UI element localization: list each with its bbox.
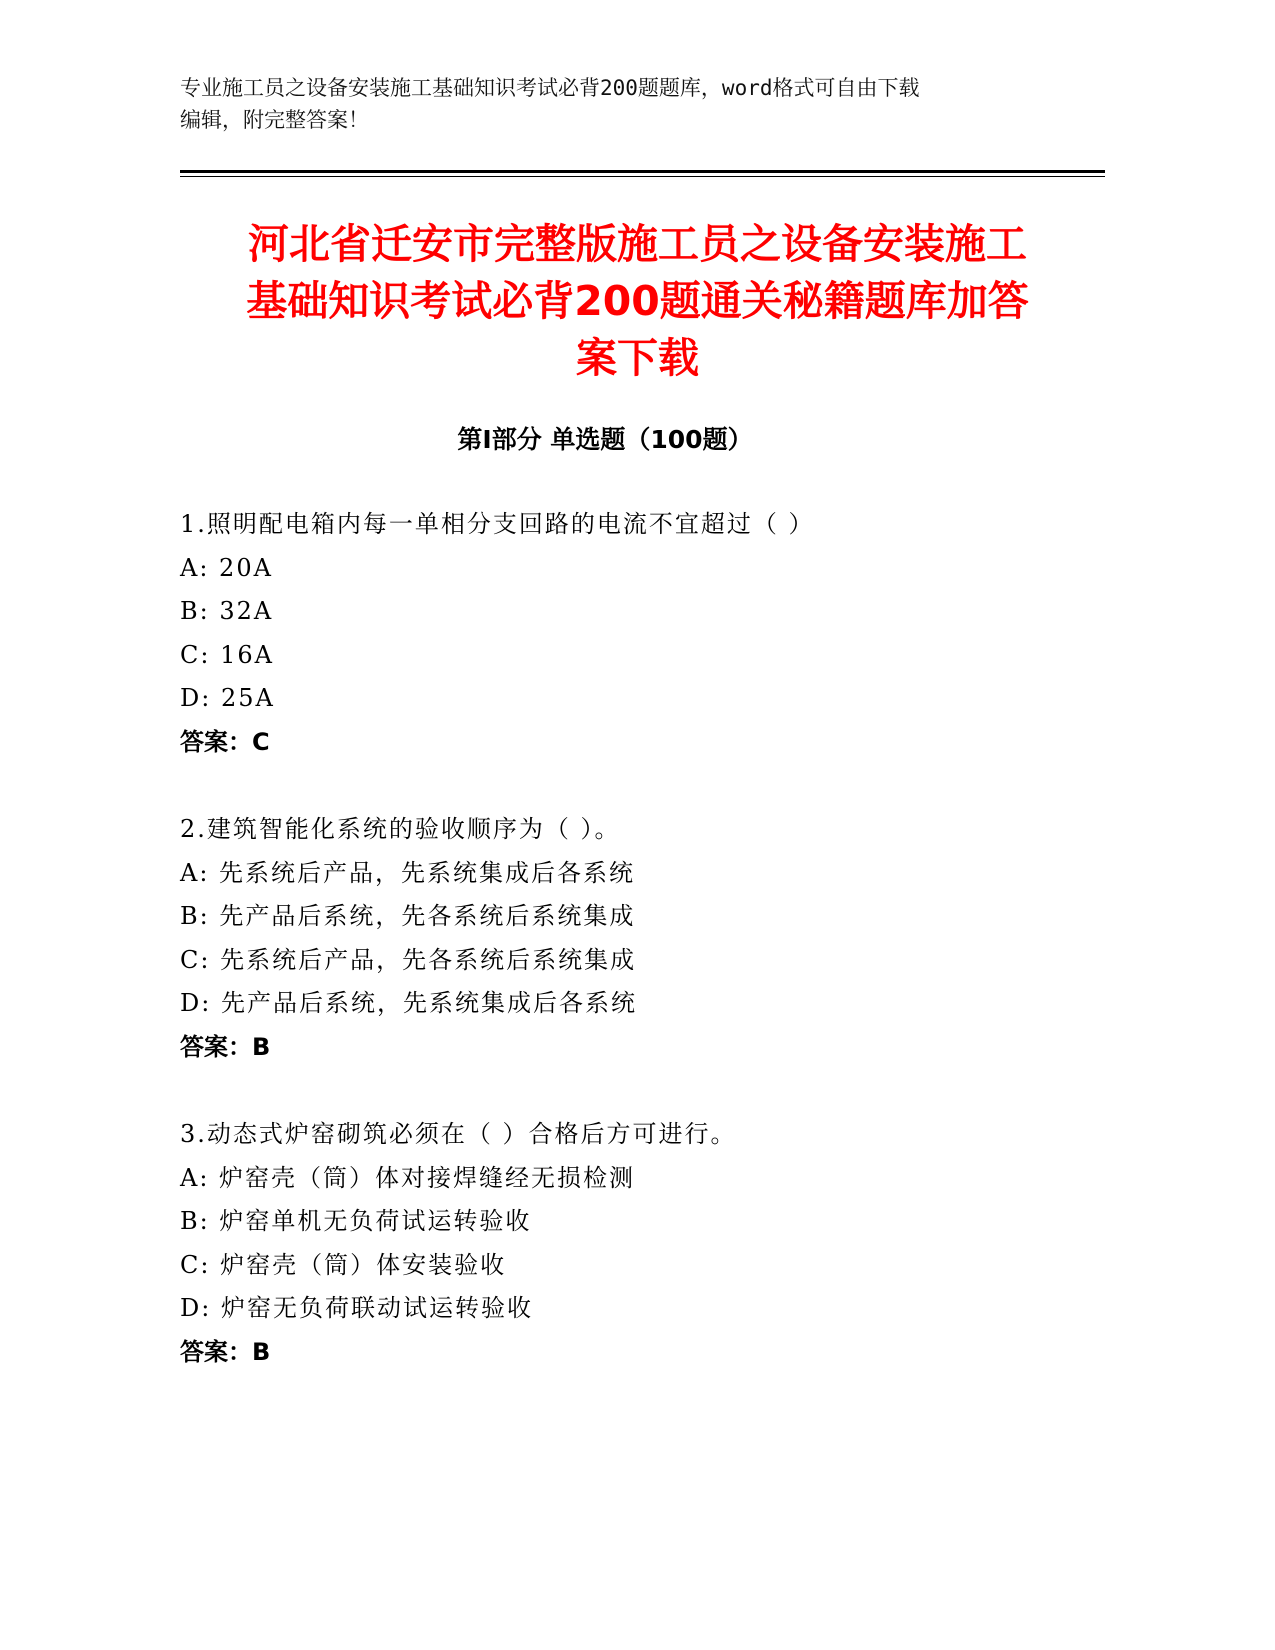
header-note — [180, 72, 1060, 136]
question-stem: 3.动态式炉窑砌筑必须在（ ）合格后方可进行。 — [180, 1120, 737, 1148]
document-title-line: 河北省迁安市完整版施工员之设备安装施工 — [248, 220, 1027, 268]
option-b: B: 先产品后系统，先各系统后系统集成 — [180, 902, 636, 930]
option-b: B: 炉窑单机无负荷试运转验收 — [180, 1207, 532, 1235]
section-heading: 第Ⅰ部分 单选题（100题） — [457, 425, 753, 454]
header-divider-thick — [180, 170, 1105, 173]
option-d: D: 先产品后系统，先系统集成后各系统 — [180, 989, 637, 1017]
document-title — [150, 216, 1125, 387]
option-c: C: 先系统后产品，先各系统后系统集成 — [180, 945, 637, 974]
document-title-line: 基础知识考试必背200题通关秘籍题库加答 — [246, 277, 1029, 325]
option-d: D: 25A — [180, 684, 275, 712]
option-c: C: 炉窑壳（筒）体安装验收 — [180, 1250, 507, 1279]
answer-line: 答案：C — [180, 727, 270, 756]
question-block — [180, 808, 1080, 1069]
option-c: C: 16A — [180, 640, 274, 669]
header-note-line: 编辑，附完整答案！ — [180, 108, 369, 132]
option-d: D: 炉窑无负荷联动试运转验收 — [180, 1294, 533, 1322]
answer-line: 答案：B — [180, 1032, 271, 1061]
option-a: A: 20A — [180, 553, 273, 582]
question-stem: 2.建筑智能化系统的验收顺序为（ ）。 — [180, 815, 621, 843]
header-note-line: 专业施工员之设备安装施工基础知识考试必背200题题库，word格式可自由下载 — [180, 76, 920, 100]
question-stem: 1.照明配电箱内每一单相分支回路的电流不宜超过（ ） — [180, 510, 815, 538]
question-block — [180, 1113, 1080, 1374]
option-b: B: 32A — [180, 597, 274, 625]
question-block — [180, 503, 1080, 764]
answer-line: 答案：B — [180, 1337, 271, 1366]
option-a: A: 先系统后产品，先系统集成后各系统 — [180, 858, 636, 887]
option-a: A: 炉窑壳（筒）体对接焊缝经无损检测 — [180, 1163, 636, 1192]
document-title-line: 案下载 — [576, 334, 699, 382]
header-divider-thin — [180, 176, 1105, 177]
